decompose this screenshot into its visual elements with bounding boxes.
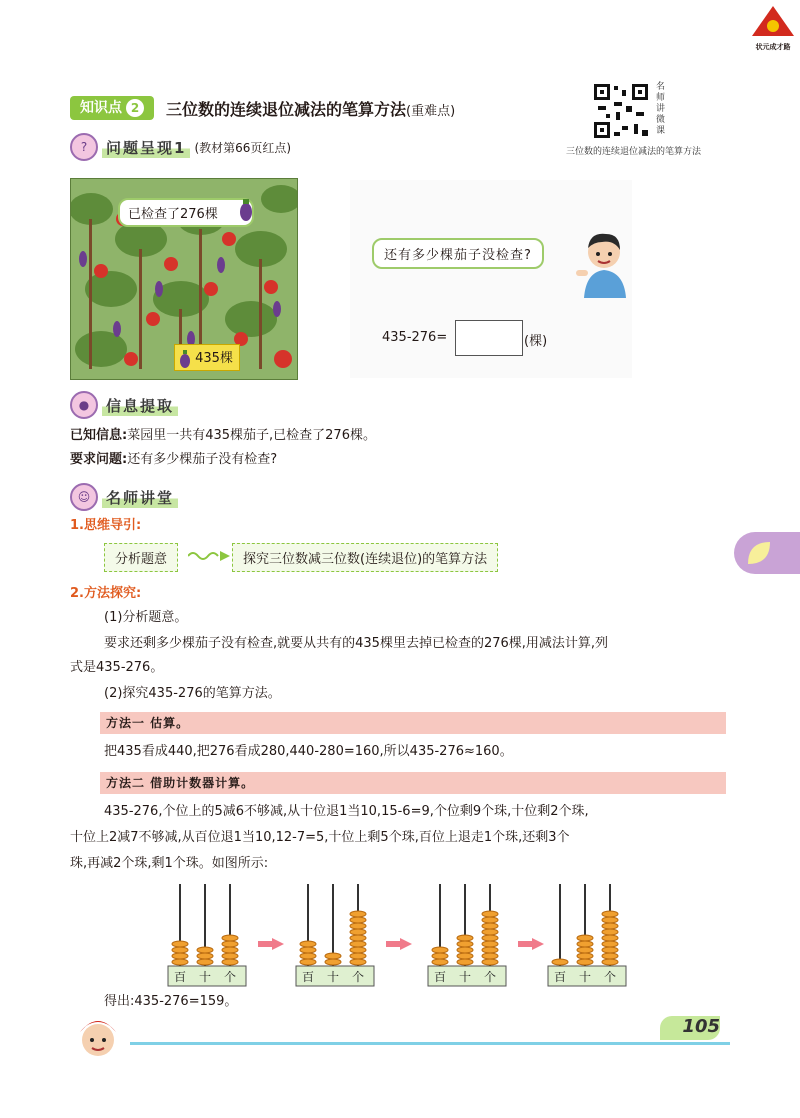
section-title [166, 97, 455, 120]
answer-box[interactable] [455, 320, 523, 356]
abacus-svg [160, 880, 640, 990]
knowledge-point-number: 2 [126, 99, 144, 117]
method2-line-2: 十位上2减7不够减,从百位退1当10,12-7=5,十位上剩5个珠,百位上退走1个珠,还剩3个 [70, 830, 570, 845]
stage-arrow [272, 938, 284, 950]
abacus-label: 十 [198, 970, 212, 984]
qr-side-text: 名师讲微课 [656, 82, 666, 136]
question-text: 还有多少棵茄子没检查? [384, 248, 532, 263]
problem-icon: ? [70, 133, 98, 161]
abacus-bead [350, 923, 366, 929]
abacus-bead [602, 923, 618, 929]
abacus-bead [172, 953, 188, 959]
stage-arrow [532, 938, 544, 950]
abacus-label: 百 [433, 970, 447, 984]
flow-box-explore: 探究三位数减三位数(连续退位)的笔算方法 [232, 543, 498, 572]
abacus-bead [482, 959, 498, 965]
method1-band: 方法一 估算。 [100, 712, 726, 734]
abacus-bead [577, 947, 593, 953]
method2-line-3: 珠,再减2个珠,剩1个珠。如图所示: [70, 856, 269, 871]
abacus-bead [457, 941, 473, 947]
abacus-bead [482, 929, 498, 935]
stage-arrow [258, 941, 272, 947]
info-label: 信息提取 [102, 395, 178, 416]
magnifier-icon: ● [70, 391, 98, 419]
abacus-bead [300, 959, 316, 965]
stage-arrow [518, 941, 532, 947]
section-title-text: 三位数的连续退位减法的笔算方法 [166, 100, 407, 119]
abacus-bead [197, 953, 213, 959]
known-info [70, 424, 376, 448]
info-heading [70, 392, 178, 418]
knowledge-point-tag [70, 96, 154, 120]
abacus-bead [482, 953, 498, 959]
abacus-bead [577, 953, 593, 959]
abacus-bead [172, 959, 188, 965]
paragraph-explain-1: 要求还剩多少棵茄子没有检查,就要从共有的435棵里去掉已检查的276棵,用减法计算,列 [104, 636, 609, 651]
known-info-label: 已知信息: [70, 428, 128, 443]
abacus-bead [350, 929, 366, 935]
page-number: 105 [682, 1016, 720, 1037]
ask-info [70, 448, 277, 472]
known-info-text: 菜园里一共有435棵茄子,已检查了276棵。 [127, 428, 376, 443]
abacus-bead [222, 947, 238, 953]
abacus-bead [482, 947, 498, 953]
ask-info-text: 还有多少棵茄子没有检查? [127, 452, 278, 467]
abacus-label: 个 [351, 970, 365, 984]
abacus-bead [577, 935, 593, 941]
abacus-bead [482, 923, 498, 929]
abacus-bead [172, 941, 188, 947]
footer-line [130, 1042, 730, 1045]
abacus-bead [602, 911, 618, 917]
abacus-bead [197, 947, 213, 953]
total-count-text: 435棵 [195, 351, 233, 366]
abacus-bead [350, 959, 366, 965]
stage-arrow [400, 938, 412, 950]
abacus-bead [577, 941, 593, 947]
abacus-bead [552, 959, 568, 965]
checked-count-text: 已检查了276棵 [128, 207, 218, 222]
qr-code[interactable] [592, 82, 650, 140]
abacus-bead [457, 947, 473, 953]
method2-band: 方法二 借助计数器计算。 [100, 772, 726, 794]
abacus-bead [432, 959, 448, 965]
abacus-bead [602, 953, 618, 959]
abacus-bead [350, 917, 366, 923]
result-text: 得出:435-276=159。 [104, 994, 238, 1009]
lecture-label: 名师讲堂 [102, 487, 178, 508]
method2-line-1: 435-276,个位上的5减6不够减,从十位退1当10,15-6=9,个位剩9个珠,十位剩2个珠, [104, 804, 589, 819]
abacus-bead [602, 959, 618, 965]
abacus-bead [602, 929, 618, 935]
abacus-bead [350, 935, 366, 941]
problem-source: (教材第66页红点) [194, 140, 292, 155]
abacus-bead [602, 917, 618, 923]
abacus-label: 个 [603, 970, 617, 984]
abacus-bead [350, 911, 366, 917]
logo-text: 状元成才路 [755, 43, 791, 51]
question-bubble [372, 238, 544, 269]
abacus-bead [482, 917, 498, 923]
abacus-bead [457, 953, 473, 959]
abacus-bead [350, 947, 366, 953]
abacus-bead [432, 953, 448, 959]
step2-heading: 2.方法探究: [70, 586, 142, 601]
mascot-avatar [70, 1010, 126, 1070]
abacus-bead [482, 941, 498, 947]
abacus-bead [300, 947, 316, 953]
abacus-label: 十 [326, 970, 340, 984]
paragraph-explain-2: 式是435-276。 [70, 660, 164, 675]
checked-count-bubble [118, 198, 254, 227]
unit-text: (棵) [524, 334, 548, 349]
teacher-icon: ☺ [70, 483, 98, 511]
knowledge-point-label: 知识点 [80, 100, 122, 116]
abacus-bead [457, 935, 473, 941]
paragraph-analyze: (1)分析题意。 [104, 610, 188, 625]
ask-info-label: 要求问题: [70, 452, 128, 467]
abacus-bead [602, 941, 618, 947]
abacus-bead [602, 935, 618, 941]
leaf-icon [740, 534, 780, 574]
problem-label: 问题呈现1 [102, 137, 190, 158]
abacus-label: 十 [578, 970, 592, 984]
abacus-bead [350, 953, 366, 959]
method1-text: 把435看成440,把276看成280,440-280=160,所以435-276≈160。 [104, 744, 513, 759]
abacus-bead [197, 959, 213, 965]
total-count-tag [174, 344, 240, 371]
abacus-label: 百 [301, 970, 315, 984]
boy-avatar [574, 228, 632, 302]
abacus-bead [222, 941, 238, 947]
abacus-bead [350, 941, 366, 947]
abacus-bead [482, 935, 498, 941]
flow-arrow-icon [188, 548, 230, 567]
eggplant-icon [179, 350, 191, 368]
abacus-bead [577, 959, 593, 965]
abacus-label: 十 [458, 970, 472, 984]
eggplant-icon [238, 198, 254, 226]
side-tab [734, 532, 800, 574]
abacus-bead [222, 935, 238, 941]
abacus-bead [432, 947, 448, 953]
equation-text: 435-276= [382, 330, 448, 345]
abacus-bead [325, 959, 341, 965]
abacus-label: 个 [223, 970, 237, 984]
abacus-label: 百 [553, 970, 567, 984]
abacus-bead [300, 941, 316, 947]
problem-heading [70, 134, 291, 160]
flow-box-analyze: 分析题意 [104, 543, 178, 572]
abacus-label: 百 [173, 970, 187, 984]
abacus-diagram [160, 880, 640, 990]
step1-heading: 1.思维导引: [70, 518, 142, 533]
abacus-bead [172, 947, 188, 953]
publisher-logo [750, 4, 796, 51]
section-title-note: (重难点) [406, 104, 456, 119]
abacus-bead [325, 953, 341, 959]
abacus-bead [300, 953, 316, 959]
abacus-bead [457, 959, 473, 965]
qr-caption: 三位数的连续退位减法的笔算方法 [566, 147, 702, 157]
abacus-bead [222, 953, 238, 959]
abacus-label: 个 [483, 970, 497, 984]
stage-arrow [386, 941, 400, 947]
abacus-bead [482, 911, 498, 917]
paragraph-explore: (2)探究435-276的笔算方法。 [104, 686, 281, 701]
lecture-heading [70, 484, 178, 510]
abacus-bead [602, 947, 618, 953]
abacus-bead [222, 959, 238, 965]
